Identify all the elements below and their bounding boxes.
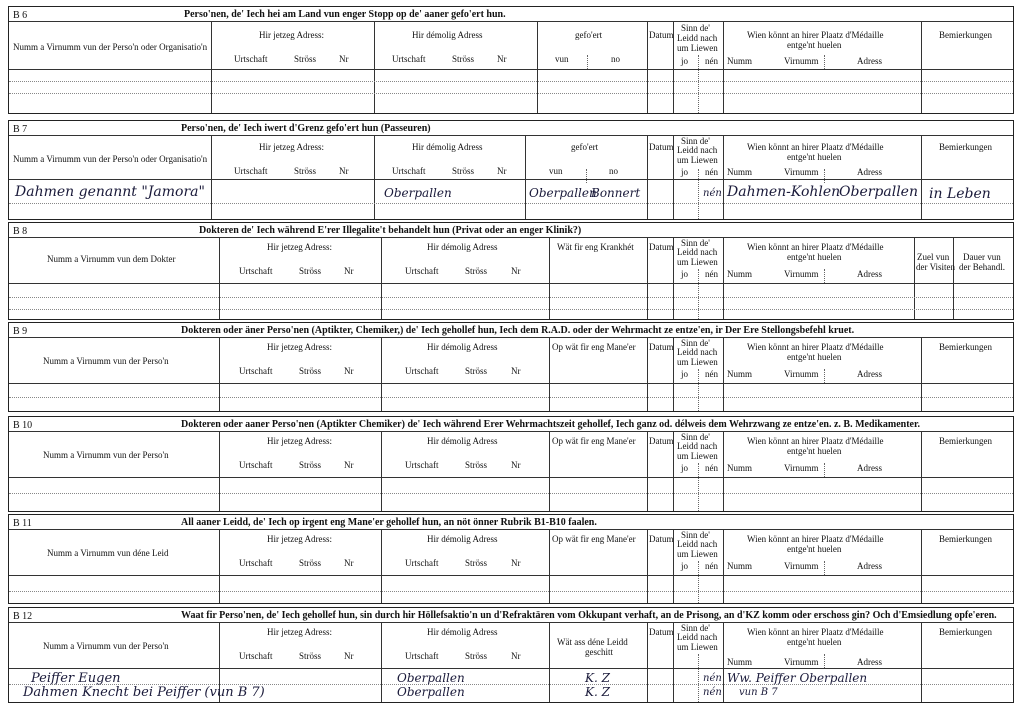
- section-code: B 8: [13, 226, 28, 237]
- b7-bemierkung-entry: in Leben: [929, 186, 991, 202]
- b12-row1-nen: nén: [703, 673, 722, 684]
- b7-name-entry: Dahmen genannt "Jamora": [15, 184, 205, 200]
- b12-row2-nen: nén: [703, 687, 722, 698]
- section-b8: B 8 Dokteren de' Iech während E'rer Illegalite't behandelt hun (Privat oder an enger Klinik?) Numm a Virnumm vun dem Dokter Hir jetzeg Adress: Urtschaft Ströss Nr Hir démolig Adress Urtschaft Ströss Nr Wät fir eng Krankhét Datum Sinn de' Leidd nach um Liewen jo nén Wien könnt an hirer Plaatz d'Médaille entge'nt huelen Numm Virnumm Adress Zuel vun der Visiten Dauer vun der Behandl.: [8, 222, 1014, 320]
- section-code: B 10: [13, 420, 33, 431]
- b7-vun-entry: Oberpallen: [529, 186, 597, 200]
- section-title: Dokteren de' Iech während E'rer Illegalite't behandelt hun (Privat oder an enger Klinik?): [199, 225, 582, 236]
- section-code: B 9: [13, 326, 28, 337]
- b12-row2-demolig: Oberpallen: [397, 685, 465, 699]
- b12-row1-geschitt: K. Z: [585, 671, 610, 685]
- b7-medaille-numm-entry: Dahmen-Kohlen: [727, 184, 841, 200]
- section-code: B 6: [13, 10, 28, 21]
- b12-row2-medaille: vun B 7: [739, 687, 778, 698]
- section-code: B 12: [13, 611, 33, 622]
- section-code: B 11: [13, 518, 32, 529]
- section-title: Waat fir Perso'nen, de' Iech gehollef hun, sin durch hir Höllefsaktio'n un d'Refraktären vom Okkupant verhaft, an de Prisong, an d'KZ komm oder erschoss gin? Och d'Emsiedlung opfe'eren.: [181, 610, 997, 621]
- b7-nen-entry: nén: [703, 188, 722, 199]
- section-b7: B 7 Perso'nen, de' Iech iwert d'Grenz gefo'ert hun (Passeuren) Numm a Virnumm vun der Perso'n oder Organisatio'n Hir jetzeg Adress: Urtschaft Ströss Nr Hir démolig Adress Urtschaft Ströss Nr gefo'ert vun no Datum Sinn de' Leidd nach um Liewen jo nén Wien könnt an hirer Plaatz d'Médaille entge'nt huelen Numm Virnumm Adress Bemierkungen Dahmen genannt "Jamora" Oberpallen Oberpallen Bonnert nén Dahmen-Kohlen Oberpallen in Leben: [8, 120, 1014, 220]
- b12-row1-medaille: Ww. Peiffer Oberpallen: [727, 671, 868, 685]
- section-b12: B 12 Waat fir Perso'nen, de' Iech gehollef hun, sin durch hir Höllefsaktio'n un d'Refraktären vom Okkupant verhaft, an de Prisong, an d'KZ komm oder erschoss gin? Och d'Emsiedlung opfe'eren. Numm a Virnumm vun der Perso'n Hir jetzeg Adress: Urtschaft Ströss Nr Hir démolig Adress Urtschaft Ströss Nr Wät ass déne Leidd geschitt Datum Sinn de' Leidd nach um Liewen Wien könnt an hirer Plaatz d'Médaille entge'nt huelen Numm Virnumm Adress Bemierkungen Peiffer Eugen Dahmen Knecht bei Peiffer (vun B 7) Oberpallen Oberpallen K. Z K. Z nén nén Ww. Peiffer Oberpallen vun B 7: [8, 607, 1014, 703]
- section-title: Perso'nen, de' Iech iwert d'Grenz gefo'ert hun (Passeuren): [181, 123, 431, 134]
- col-jetzeg-header: Hir jetzeg Adress:: [259, 30, 324, 40]
- col-name-header: Numm a Virnumm vun der Perso'n oder Organisatio'n: [13, 42, 208, 52]
- b12-row1-demolig: Oberpallen: [397, 671, 465, 685]
- b12-row2-name: Dahmen Knecht bei Peiffer (vun B 7): [23, 685, 265, 700]
- section-b6: B 6 Perso'nen, de' Iech hei am Land vun enger Stopp op de' aaner gefo'ert hun. Numm a Virnumm vun der Perso'n oder Organisatio'n Hir jetzeg Adress: Urtschaft Ströss Nr Hir démolig Adress Urtschaft Ströss Nr gefo'ert vun no Datum Sinn de' Leidd nach um Liewen jo nén Wien könnt an hirer Plaatz d'Médaille entge'nt huelen Numm Virnumm Adress Bemierkungen: [8, 6, 1014, 114]
- section-code: B 7: [13, 124, 28, 135]
- b7-no-entry: Bonnert: [591, 186, 641, 200]
- section-title: Dokteren oder äner Perso'nen (Aptikter, Chemiker,) de' Iech gehollef hun, Iech dem R.A.D. oder der Wehrmacht ze entze'en, ir Der Ere Stellongsbefehl kruet.: [181, 325, 855, 336]
- section-title: All aaner Leidd, de' Iech op irgent eng Mane'er gehollef hun, an nöt önner Rubrik B1-B10 faalen.: [181, 517, 597, 528]
- section-b10: B 10 Dokteren oder aaner Perso'nen (Aptikter Chemiker) de' Iech während Erer Wehrmachtszeit gehollef, Iech ganz od. délweis dem Wehrzwang ze entze'en. z. B. Medikamenter. Numm a Virnumm vun der Perso'n Hir jetzeg Adress: Urtschaft Ströss Nr Hir démolig Adress Urtschaft Ströss Nr Op wät fir eng Mane'er Datum Sinn de' Leidd nach um Liewen jo nén Wien könnt an hirer Plaatz d'Médaille entge'nt huelen Numm Virnumm Adress Bemierkungen: [8, 416, 1014, 512]
- section-title: Perso'nen, de' Iech hei am Land vun enger Stopp op de' aaner gefo'ert hun.: [184, 9, 506, 20]
- b12-row2-geschitt: K. Z: [585, 685, 610, 699]
- col-demolig-header: Hir démolig Adress: [412, 30, 483, 40]
- section-b11: B 11 All aaner Leidd, de' Iech op irgent eng Mane'er gehollef hun, an nöt önner Rubrik B1-B10 faalen. Numm a Virnumm vun déne Leid Hir jetzeg Adress: Urtschaft Ströss Nr Hir démolig Adress Urtschaft Ströss Nr Op wät fir eng Mane'er Datum Sinn de' Leidd nach um Liewen jo nén Wien könnt an hirer Plaatz d'Médaille entge'nt huelen Numm Virnumm Adress Bemierkungen: [8, 514, 1014, 604]
- b7-medaille-adress-entry: Oberpallen: [839, 184, 918, 200]
- section-title: Dokteren oder aaner Perso'nen (Aptikter Chemiker) de' Iech während Erer Wehrmachtszeit gehollef, Iech ganz od. délweis dem Wehrzwang ze entze'en. z. B. Medikamenter.: [181, 419, 920, 430]
- section-b9: B 9 Dokteren oder äner Perso'nen (Aptikter, Chemiker,) de' Iech gehollef hun, Iech dem R.A.D. oder der Wehrmacht ze entze'en, ir Der Ere Stellongsbefehl kruet. Numm a Virnumm vun der Perso'n Hir jetzeg Adress: Urtschaft Ströss Nr Hir démolig Adress Urtschaft Ströss Nr Op wät fir eng Mane'er Datum Sinn de' Leidd nach um Liewen jo nén Wien könnt an hirer Plaatz d'Médaille entge'nt huelen Numm Virnumm Adress Bemierkungen: [8, 322, 1014, 412]
- b7-demolig-entry: Oberpallen: [384, 186, 452, 200]
- b12-row1-name: Peiffer Eugen: [31, 671, 121, 686]
